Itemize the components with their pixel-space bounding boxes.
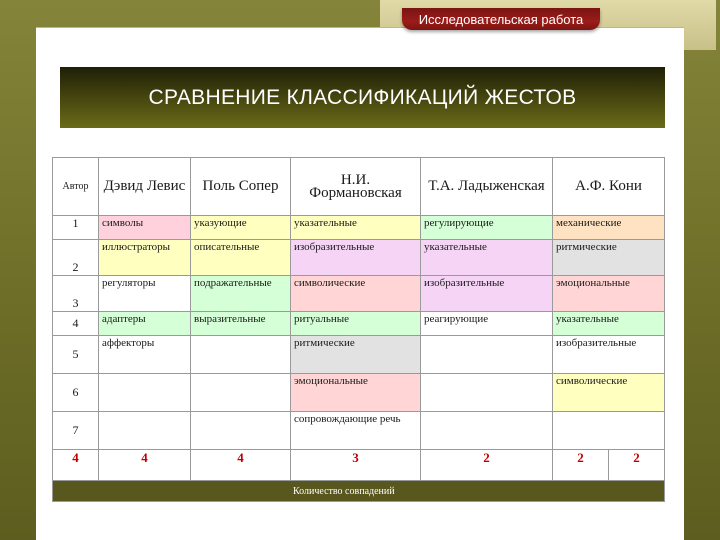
table-cell: символы <box>99 216 191 240</box>
table-cell: механические <box>553 216 665 240</box>
table-cell <box>191 336 291 374</box>
count-cell: 4 <box>99 450 191 481</box>
table-cell: символические <box>553 374 665 412</box>
table-cell: указательные <box>291 216 421 240</box>
table-cell: ритуальные <box>291 312 421 336</box>
table-cell: указательные <box>553 312 665 336</box>
table-row <box>53 412 665 450</box>
table-row <box>53 312 665 336</box>
row-number: 4 <box>53 312 99 336</box>
table-cell: реагирующие <box>421 312 553 336</box>
row-number: 1 <box>53 216 99 240</box>
comparison-table-wrap <box>52 157 664 497</box>
comparison-table <box>52 157 665 502</box>
table-cell: сопровождающие речь <box>291 412 421 450</box>
table-cell: изобразительные <box>421 276 553 312</box>
table-cell <box>191 374 291 412</box>
table-cell: описательные <box>191 240 291 276</box>
table-cell: изобразительные <box>553 336 665 374</box>
row-number: 2 <box>53 240 99 276</box>
table-cell: символические <box>291 276 421 312</box>
table-cell: адаптеры <box>99 312 191 336</box>
table-cell <box>191 412 291 450</box>
counts-row <box>53 450 665 481</box>
table-cell <box>99 374 191 412</box>
count-cell: 4 <box>191 450 291 481</box>
row-number: 5 <box>53 336 99 374</box>
slide-title: СРАВНЕНИЕ КЛАССИФИКАЦИЙ ЖЕСТОВ <box>60 67 665 128</box>
footer-label: Количество совпадений <box>53 481 665 502</box>
table-cell <box>421 374 553 412</box>
table-row <box>53 240 665 276</box>
table-cell: иллюстраторы <box>99 240 191 276</box>
header-formanovskaya: Н.И. Формановская <box>291 158 421 216</box>
count-cell: 2 <box>553 450 609 481</box>
count-cell: 2 <box>421 450 553 481</box>
count-cell: 3 <box>291 450 421 481</box>
table-cell: указательные <box>421 240 553 276</box>
header-row <box>53 158 665 216</box>
table-cell: аффекторы <box>99 336 191 374</box>
count-cell: 2 <box>609 450 665 481</box>
row-number: 3 <box>53 276 99 312</box>
table-cell: ритмические <box>291 336 421 374</box>
table-row <box>53 216 665 240</box>
header-tab[interactable]: Исследовательская работа <box>402 8 600 30</box>
row-number: 7 <box>53 412 99 450</box>
table-cell <box>421 412 553 450</box>
table-cell: изобразительные <box>291 240 421 276</box>
table-cell: выразительные <box>191 312 291 336</box>
table-row <box>53 276 665 312</box>
table-cell: регулирующие <box>421 216 553 240</box>
header-soper: Поль Сопер <box>191 158 291 216</box>
table-row <box>53 336 665 374</box>
table-cell <box>553 412 665 450</box>
table-cell: указующие <box>191 216 291 240</box>
table-cell: ритмические <box>553 240 665 276</box>
table-cell <box>421 336 553 374</box>
header-author: Автор <box>53 158 99 216</box>
row-number: 6 <box>53 374 99 412</box>
table-cell <box>99 412 191 450</box>
count-cell: 4 <box>53 450 99 481</box>
table-cell: эмоциональные <box>291 374 421 412</box>
table-cell: эмоциональные <box>553 276 665 312</box>
header-levis: Дэвид Левис <box>99 158 191 216</box>
table-cell: подражательные <box>191 276 291 312</box>
footer-row <box>53 481 665 502</box>
header-ladyzhenskaya: Т.А. Ладыженская <box>421 158 553 216</box>
header-koni: А.Ф. Кони <box>553 158 665 216</box>
table-row <box>53 374 665 412</box>
table-cell: регуляторы <box>99 276 191 312</box>
